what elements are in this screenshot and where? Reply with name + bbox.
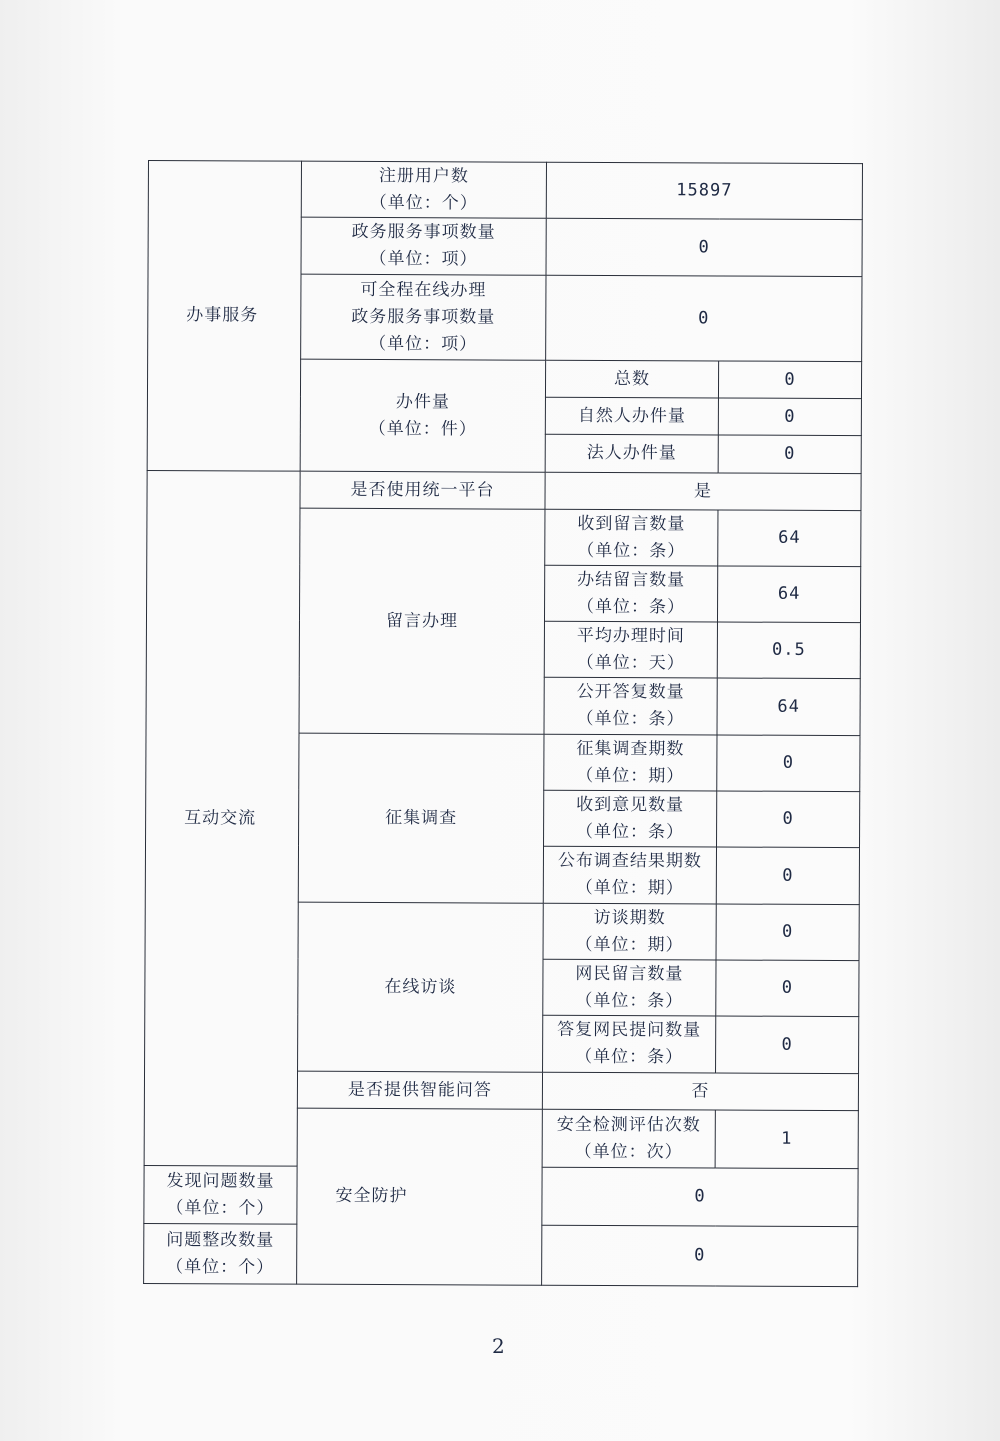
label-text: 网民留言数量 [575,963,684,984]
sub-label [544,734,717,791]
value-cell: 0 [717,791,860,848]
value-cell: 0 [716,1016,859,1074]
unit-text: （单位：条） [577,540,686,561]
value-cell: 0 [542,1225,858,1286]
row-label [144,1223,297,1284]
unit-text: （单位：期） [575,877,684,899]
section-label: 互动交流 [184,807,257,828]
unit-text: （单位：项） [369,333,478,354]
table-row [147,470,861,510]
unit-text: （单位：期） [575,934,684,955]
label-text: 办件量 [395,391,450,412]
unit-text: （单位：天） [576,652,685,673]
row-label [301,274,546,360]
label-text: 公开答复数量 [576,681,685,703]
row-label [300,359,545,472]
label-text: 收到留言数量 [577,513,686,534]
label-text: 安全检测评估次数 [556,1114,701,1135]
sub-label [544,790,717,847]
sub-label: 法人办件量 [545,434,718,473]
label-text: 发现问题数量 [166,1170,275,1192]
value-cell: 0.5 [717,622,860,679]
section-service [147,161,301,472]
statistics-table [143,160,863,1287]
value-cell: 1 [715,1110,858,1169]
section-label: 安全防护 [335,1185,408,1207]
value-cell: 0 [716,960,859,1017]
label-text: 答复网民提问数量 [557,1019,702,1041]
value-cell: 0 [716,904,859,961]
unit-text: （单位：条） [576,821,685,842]
sub-label [544,621,717,678]
page-number: 2 [492,1334,505,1358]
value-cell: 0 [718,361,861,399]
row-label: 征集调查 [298,733,544,903]
unit-text: （单位：条） [576,708,685,730]
row-label [301,161,546,218]
row-label [144,1165,297,1224]
label-text: 可全程在线办理 [360,279,487,300]
unit-text: （单位：项） [369,248,478,270]
label-text: 公布调查结果期数 [557,850,702,872]
label-text: 注册用户数 [378,165,469,186]
sub-label: 总数 [545,360,718,398]
sub-label [543,903,716,960]
value-cell: 0 [716,847,859,905]
sub-label [543,1015,716,1073]
value-cell: 64 [718,510,861,567]
unit-text: （单位：期） [576,765,685,786]
unit-text: （单位：件） [368,418,477,439]
value-cell: 0 [718,398,861,436]
section-label: 办事服务 [186,305,259,326]
value-cell: 是 [545,472,861,510]
row-label [542,1109,715,1168]
table-row [148,161,862,220]
value-cell: 0 [717,735,860,792]
row-label: 是否提供智能问答 [297,1071,542,1109]
row-label [301,217,546,275]
sub-label [544,677,717,735]
unit-text: （单位：条） [577,596,686,617]
value-cell: 64 [717,678,860,736]
unit-text: （单位：个） [369,192,478,213]
row-label: 是否使用统一平台 [300,471,545,509]
value-cell: 0 [718,435,861,474]
unit-text: （单位：次） [574,1141,683,1162]
sub-label [543,846,716,904]
section-interaction [144,470,300,1166]
row-label: 在线访谈 [298,902,544,1072]
label-text: 访谈期数 [593,907,666,928]
label-text: 征集调查期数 [576,738,685,759]
label-text: 政务服务事项数量 [351,221,496,243]
section-security [297,1108,543,1285]
sub-label [543,959,716,1016]
unit-text: （单位：条） [575,990,684,1011]
unit-text: （单位：个） [166,1197,275,1219]
label-text: 收到意见数量 [576,794,685,815]
value-cell: 0 [542,1167,858,1226]
label-text: 平均办理时间 [576,625,685,646]
value-cell: 0 [546,275,862,361]
value-cell: 0 [546,218,862,276]
label-text: 办结留言数量 [577,569,686,590]
unit-text: （单位：个） [166,1256,275,1278]
value-cell: 否 [542,1072,858,1110]
sub-label [545,509,718,566]
value-cell: 64 [717,566,860,623]
value-cell: 15897 [546,162,862,219]
unit-text: （单位：条） [575,1046,684,1068]
row-label: 留言办理 [299,508,545,734]
sub-label: 自然人办件量 [545,397,718,435]
label-text: 问题整改数量 [166,1229,275,1251]
sub-label [544,565,717,622]
label-text: 政务服务事项数量 [351,306,496,328]
